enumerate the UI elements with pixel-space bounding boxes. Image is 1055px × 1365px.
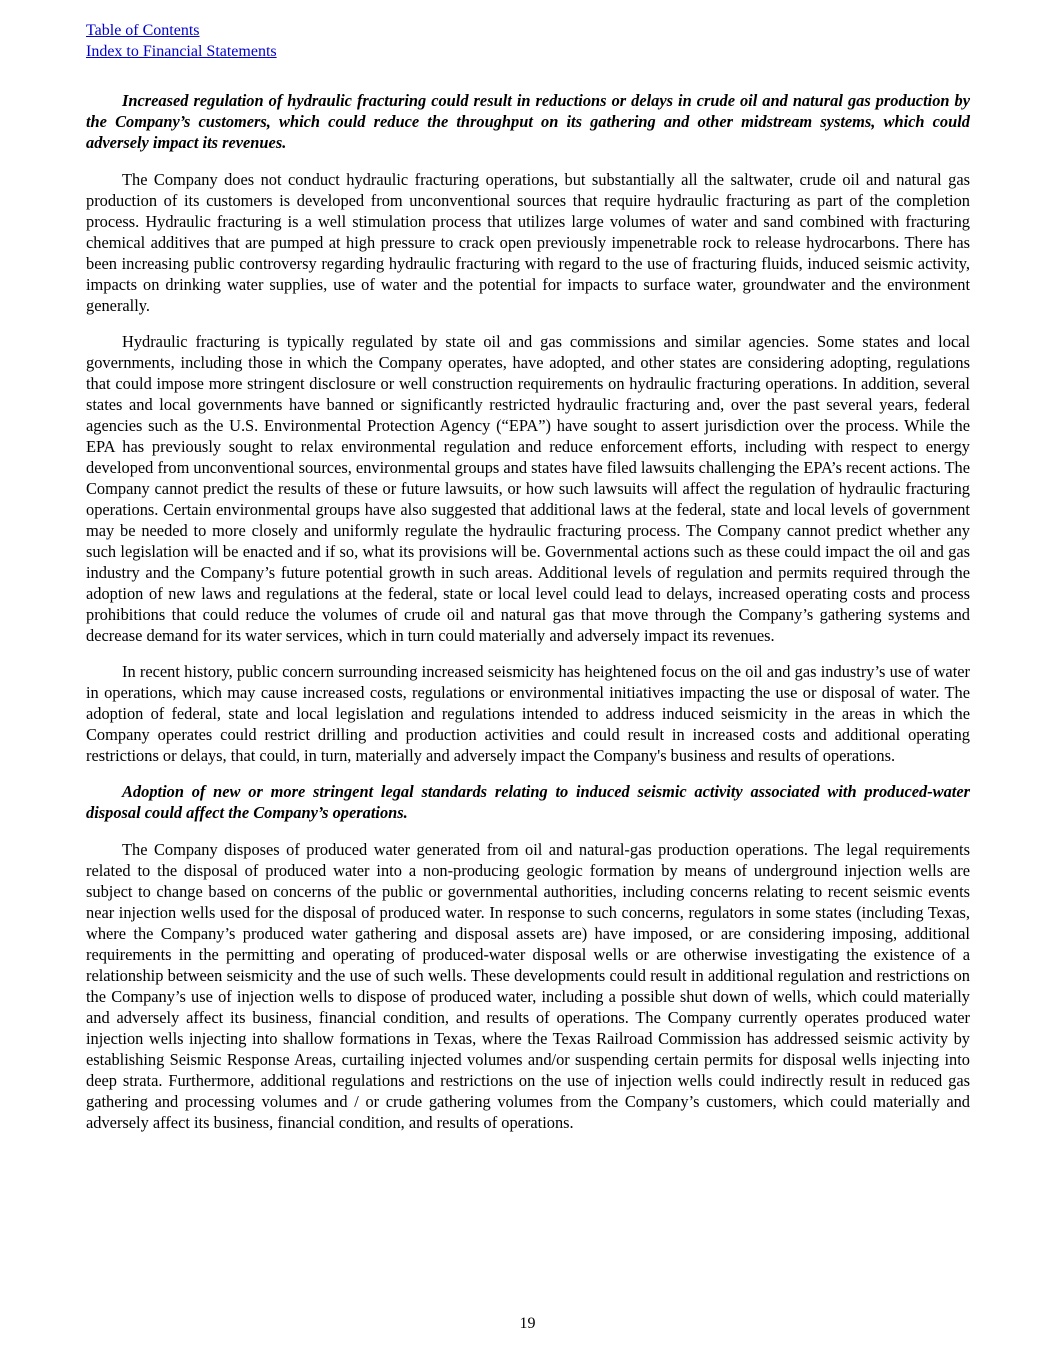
paragraph-seismicity-concern: In recent history, public concern surrounding increased seismicity has heightened focus on the oil and gas industry’s use of water in operations, which may cause increased costs, regulations or environmental initiatives impacting the use or disposal of water. The adoption of federal, state and local legislation and regulations intended to address induced seismicity in the areas in which the Company operates could restrict drilling and production activities and could result in increased costs and additional operating restrictions or delays, that could, in turn, materially and adversely impact the Company's business and results of operations. <box>86 662 970 765</box>
paragraph-produced-water-disposal: The Company disposes of produced water generated from oil and natural-gas production operations. The legal requirements related to the disposal of produced water into a non-producing geologic formation by means of underground injection wells are subject to change based on concerns of the public or governmental authorities, including concerns relating to recent seismic events near injection wells used for the disposal of produced water. In response to such concerns, regulators in some states (including Texas, where the Company’s produced water gathering and disposal assets are) have imposed, or are considering imposing, additional requirements in the permitting and operating of produced-water disposal wells or are otherwise investigating the existence of a relationship between seismicity and the use of such wells. These developments could result in additional regulation and restrictions on the Company’s use of injection wells to dispose of produced water, including a possible shut down of wells, which could materially and adversely affect its business, financial condition, and results of operations. The Company currently operates produced water injection wells injecting into shallow formations in Texas, where the Texas Railroad Commission has addressed seismic activity by establishing Seismic Response Areas, curtailing injected volumes and/or suspending certain permits for disposal wells injecting into deep strata. Furthermore, additional regulations and restrictions on the use of injection wells could indirectly result in reduced gas gathering and processing volumes and / or crude gathering volumes from the Company’s customers, which could materially and adversely affect its business, financial condition, and results of operations. <box>86 840 970 1132</box>
paragraph-fracturing-overview: The Company does not conduct hydraulic fracturing operations, but substantially all the saltwater, crude oil and natural gas production of its customers is developed from unconventional sources that require hydraulic fracturing as part of the completion process. Hydraulic fracturing is a well stimulation process that utilizes large volumes of water and sand combined with fracturing chemical additives that are pumped at high pressure to crack open previously impenetrable rock to release hydrocarbons. There has been increasing public controversy regarding hydraulic fracturing with regard to the use of fracturing fluids, induced seismic activity, impacts on drinking water supplies, use of water and the potential for impacts to surface water, groundwater and the environment generally. <box>86 170 970 315</box>
page-number: 19 <box>519 1315 536 1332</box>
table-of-contents-link[interactable]: Table of Contents <box>86 22 200 39</box>
paragraph-fracturing-regulation: Hydraulic fracturing is typically regulated by state oil and gas commissions and similar agencies. Some states and local governments, including those in which the Company operates, have adopted, and other states are considering adopting, regulations that could impose more stringent disclosure or well construction requirements on hydraulic fracturing operations. In addition, several states and local governments have banned or significantly restricted hydraulic fracturing and, over the past several years, federal agencies such as the U.S. Environmental Protection Agency (“EPA”) have sought to assert jurisdiction over the process. While the EPA has previously sought to relax environmental regulation and reduce enforcement efforts, including with respect to energy developed from unconventional sources, environmental groups and states have filed lawsuits challenging the EPA’s recent actions. The Company cannot predict the results of these or future lawsuits, or how such lawsuits will affect the regulation of hydraulic fracturing operations. Certain environmental groups have also suggested that additional laws at the federal, state and local levels of government may be needed to more closely and uniformly regulate the hydraulic fracturing process. The Company cannot predict whether any such legislation will be enacted and if so, what its provisions will be. Governmental actions such as these could impact the oil and gas industry and the Company’s future potential growth in such areas. Additional levels of regulation and permits required through the adoption of new laws and regulations at the federal, state or local level could lead to delays, increased operating costs and process prohibitions that could reduce the volumes of crude oil and natural gas that move through the Company’s gathering systems and decrease demand for its water services, which in turn could materially and adversely impact its revenues. <box>86 332 970 645</box>
risk-factor-heading-fracturing: Increased regulation of hydraulic fracturing could result in reductions or delays in crude oil and natural gas production by the Company’s customers, which could reduce the throughput on its gathering and other midstream systems, which could adversely impact its revenues. <box>86 91 970 152</box>
header-links <box>86 20 970 62</box>
risk-factor-heading-seismic-standards: Adoption of new or more stringent legal standards relating to induced seismic activity associated with produced-water disposal could affect the Company’s operations. <box>86 782 970 822</box>
index-to-financial-statements-link[interactable]: Index to Financial Statements <box>86 43 277 60</box>
